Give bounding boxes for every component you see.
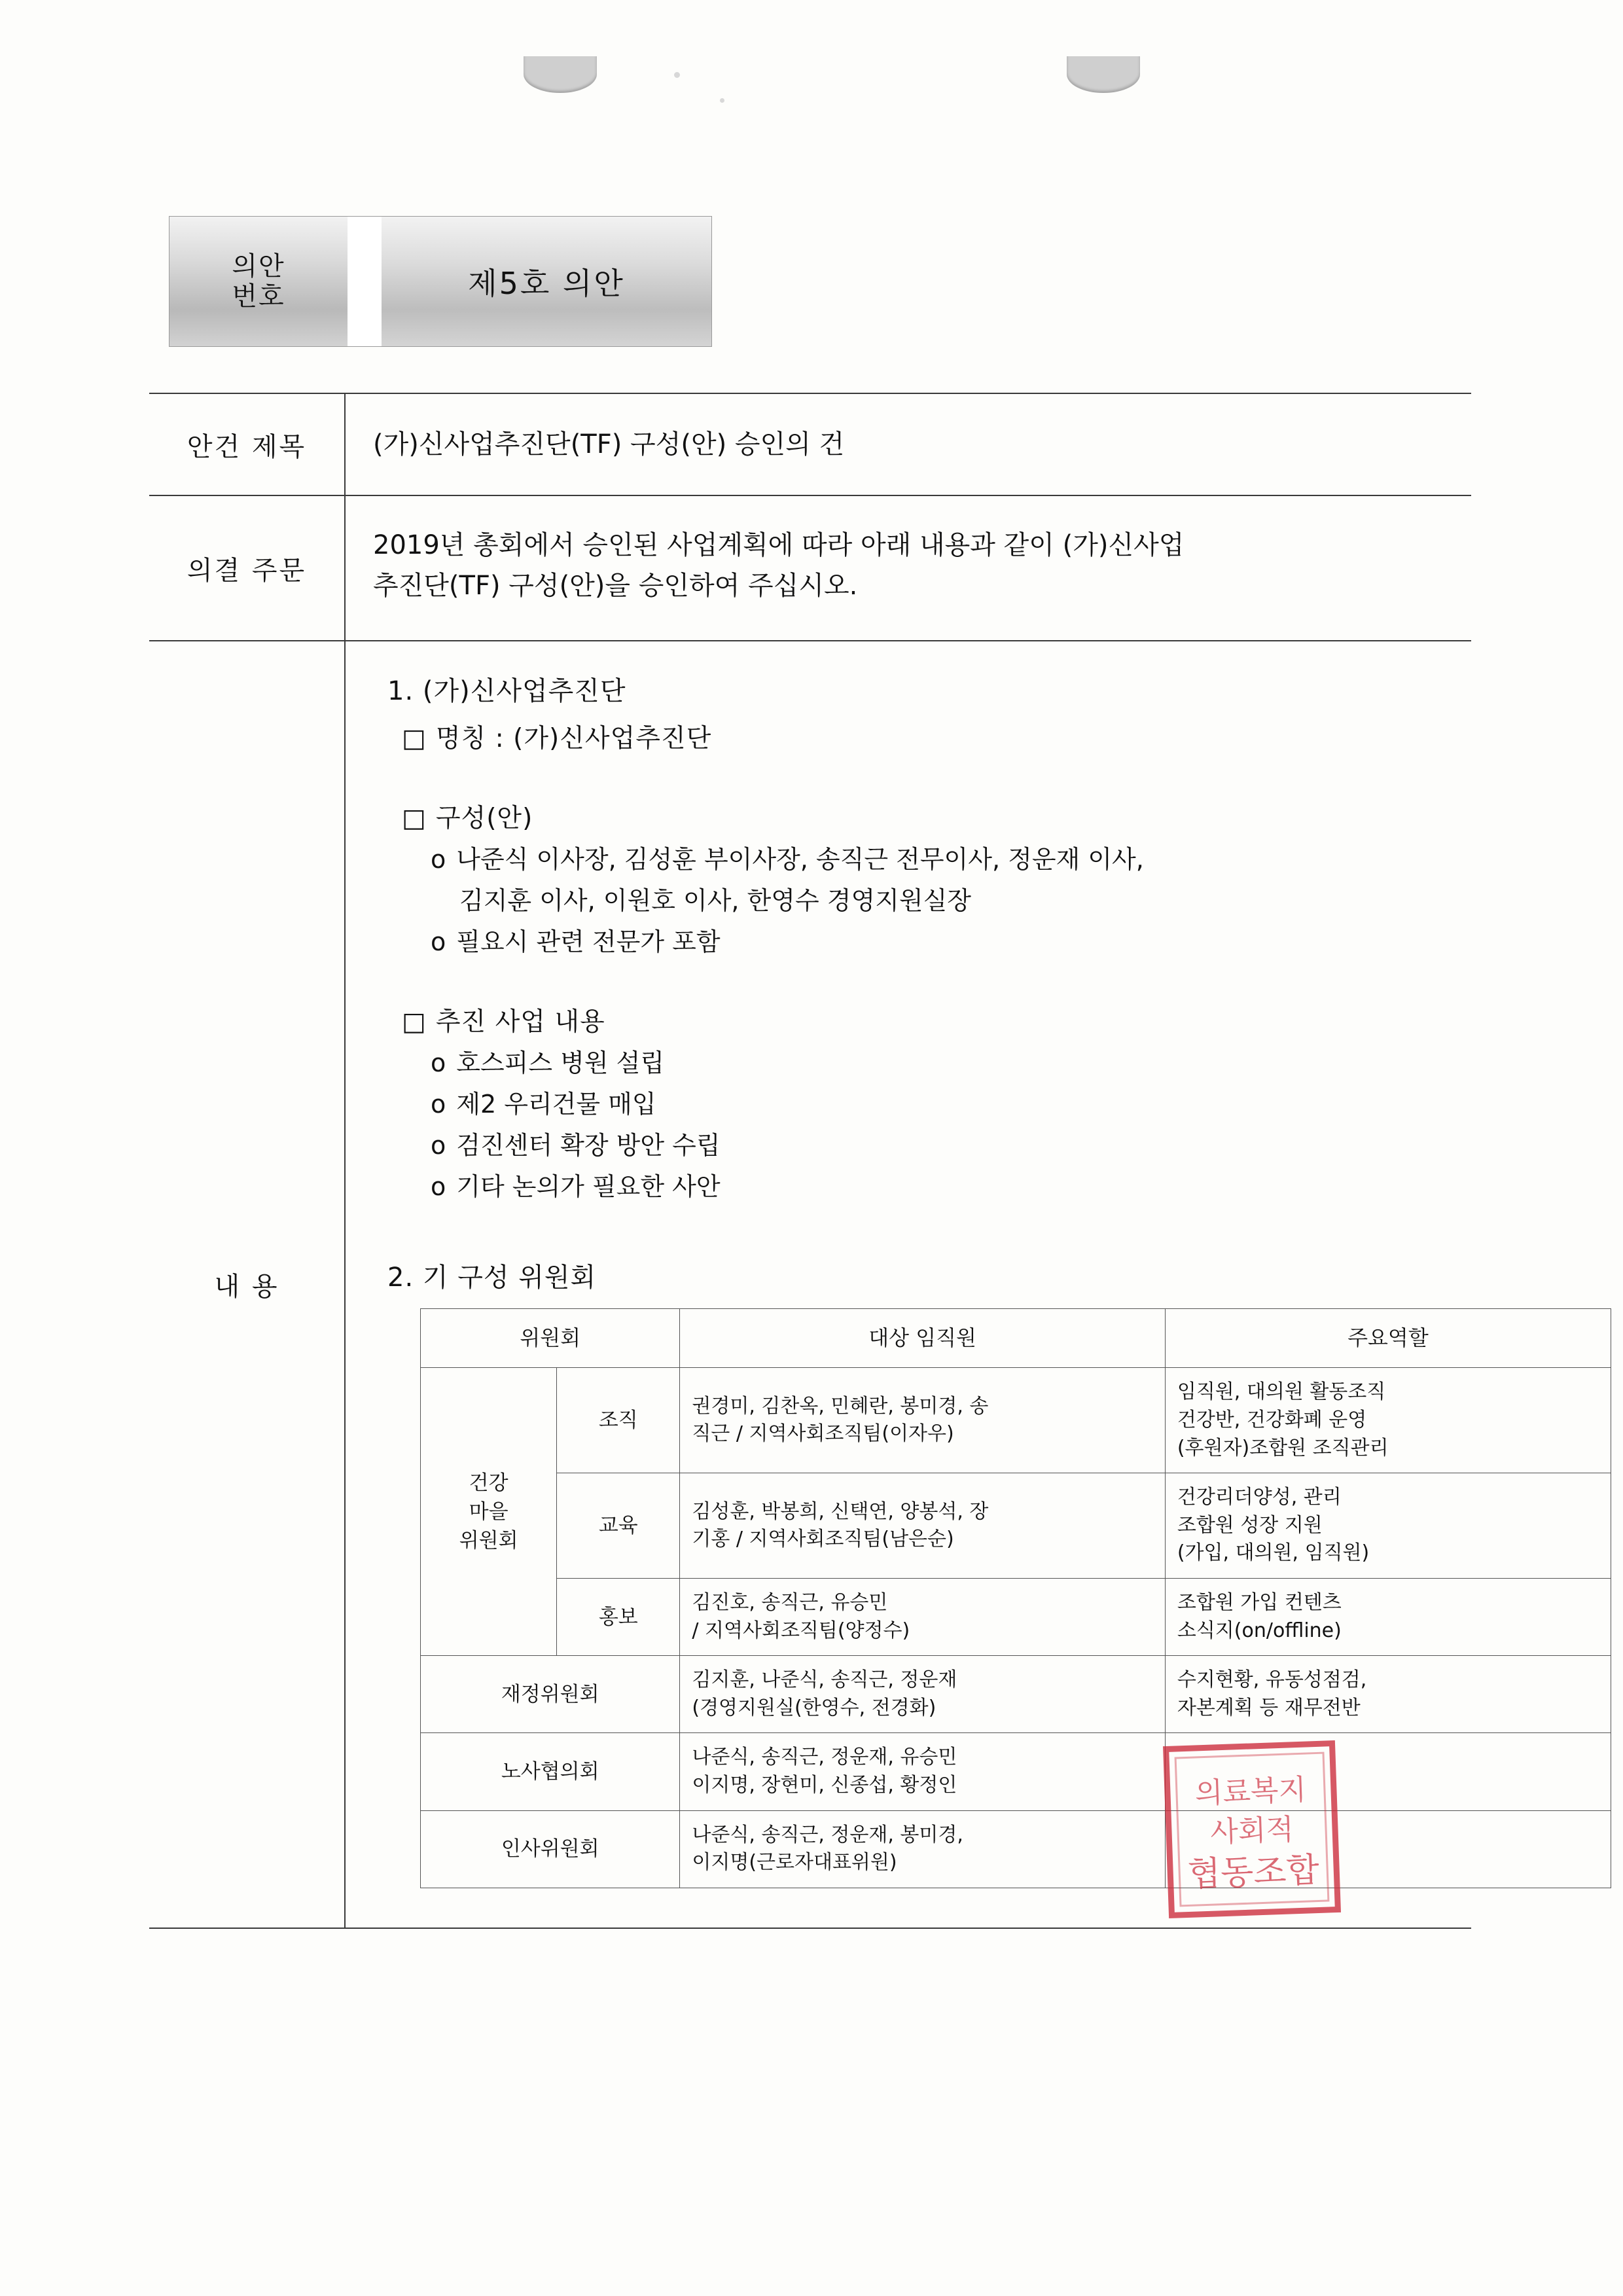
header-committee: 위원회: [421, 1309, 680, 1368]
cell-committee-group: 건강 마을 위원회: [421, 1368, 557, 1656]
title-label: 안건 제목: [149, 394, 346, 495]
row-resolution: [149, 495, 1471, 640]
agenda-number-label: [169, 217, 348, 346]
cell-committee-name: 노사협의회: [421, 1733, 680, 1810]
content-body: [346, 641, 1611, 1928]
table-header-row: [421, 1309, 1611, 1368]
business-bullet-3-text: 검진센터 확장 방안 수립: [456, 1131, 721, 1160]
bullet-icon: o: [431, 927, 446, 956]
svg-text:의료복지: 의료복지: [1194, 1773, 1307, 1810]
agenda-number-label-line2: 번호: [232, 281, 285, 312]
org-bullet-1: [431, 841, 1611, 878]
org-bullet-1-text: 나준식 이사장, 김성훈 부이사장, 송직근 전무이사, 정운재 이사,: [456, 845, 1144, 874]
table-row: [421, 1733, 1611, 1810]
resolution-line-1: 2019년 총회에서 승인된 사업계획에 따라 아래 내용과 같이 (가)신사업: [373, 530, 1185, 560]
content-label: 내 용: [149, 641, 346, 1928]
cell-people: 김진호, 송직근, 유승민 / 지역사회조직팀(양정수): [680, 1579, 1165, 1656]
item-organization: [402, 798, 1611, 834]
punch-hole-right: [1067, 56, 1140, 93]
business-bullet-3: [431, 1127, 1611, 1164]
item-name-label: 명칭 : (가)신사업추진단: [435, 724, 712, 753]
scan-speck: [720, 98, 724, 103]
business-bullet-4-text: 기타 논의가 필요한 사안: [456, 1172, 721, 1201]
agenda-form: [149, 393, 1471, 1929]
table-row: [421, 1473, 1611, 1579]
cell-role: 조합원 가입 컨텐츠 소식지(on/offline): [1165, 1579, 1611, 1656]
resolution-line-2: 추진단(TF) 구성(안)을 승인하여 주십시오.: [373, 571, 858, 601]
committee-table-body: [421, 1368, 1611, 1888]
org-bullet-2: [431, 924, 1611, 961]
section-1-title: 1. (가)신사업추진단: [387, 676, 626, 706]
item-business: [402, 1001, 1611, 1038]
agenda-number-label-line1: 의안: [232, 251, 285, 281]
org-bullet-1-continuation: 김지훈 이사, 이원호 이사, 한영수 경영지원실장: [459, 886, 972, 915]
committee-table-head: [421, 1309, 1611, 1368]
business-bullet-2: [431, 1086, 1611, 1123]
table-row: [421, 1810, 1611, 1888]
table-row: [421, 1368, 1611, 1473]
cell-role: [1165, 1810, 1611, 1888]
cell-people: 김성훈, 박봉희, 신택연, 양봉석, 장 기홍 / 지역사회조직팀(남은순): [680, 1473, 1165, 1579]
checkbox-icon: □: [402, 1007, 427, 1037]
org-bullet-2-text: 필요시 관련 전문가 포함: [456, 927, 721, 956]
business-bullet-2-text: 제2 우리건물 매입: [456, 1090, 656, 1119]
svg-text:사회적: 사회적: [1209, 1812, 1294, 1850]
row-title: [149, 393, 1471, 495]
cell-role: 건강리더양성, 관리 조합원 성장 지원 (가입, 대의원, 임직원): [1165, 1473, 1611, 1579]
cell-committee-name: 재정위원회: [421, 1656, 680, 1733]
bullet-icon: o: [431, 1131, 446, 1160]
cell-role: [1165, 1733, 1611, 1810]
punch-hole-left: [524, 56, 597, 93]
svg-text:협동조합: 협동조합: [1186, 1850, 1320, 1895]
title-value: (가)신사업추진단(TF) 구성(안) 승인의 건: [373, 429, 845, 459]
checkbox-icon: □: [402, 804, 427, 833]
bullet-icon: o: [431, 1172, 446, 1201]
header-people: 대상 임직원: [680, 1309, 1165, 1368]
scan-speck: [674, 72, 680, 78]
cell-committee-name: 인사위원회: [421, 1810, 680, 1888]
resolution-value: [346, 496, 1471, 640]
table-row: [421, 1579, 1611, 1656]
resolution-label: 의결 주문: [149, 496, 346, 640]
header-role: 주요역할: [1165, 1309, 1611, 1368]
item-organization-label: 구성(안): [435, 804, 533, 833]
cell-people: 권경미, 김찬옥, 민혜란, 봉미경, 송 직근 / 지역사회조직팀(이자우): [680, 1368, 1165, 1473]
cell-people: 나준식, 송직근, 정운재, 봉미경, 이지명(근로자대표위원): [680, 1810, 1165, 1888]
committee-table: [420, 1308, 1611, 1888]
cell-committee-subgroup: 교육: [557, 1473, 680, 1579]
business-bullet-1-text: 호스피스 병원 설립: [456, 1049, 665, 1077]
checkbox-icon: □: [402, 724, 427, 753]
agenda-number-badge: [169, 216, 712, 347]
badge-separator: [348, 217, 382, 346]
cell-role: 임직원, 대의원 활동조직 건강반, 건강화폐 운영 (후원자)조합원 조직관리: [1165, 1368, 1611, 1473]
item-name: [402, 718, 1611, 755]
bullet-icon: o: [431, 1090, 446, 1119]
cell-committee-subgroup: 조직: [557, 1368, 680, 1473]
cell-committee-subgroup: 홍보: [557, 1579, 680, 1656]
agenda-number-value: 제5호 의안: [382, 217, 711, 346]
cell-role: 수지현황, 유동성점검, 자본계획 등 재무전반: [1165, 1656, 1611, 1733]
cell-people: 나준식, 송직근, 정운재, 유승민 이지명, 장현미, 신종섭, 황정인: [680, 1733, 1165, 1810]
row-content: [149, 640, 1471, 1929]
item-business-label: 추진 사업 내용: [435, 1007, 605, 1037]
cell-people: 김지훈, 나준식, 송직근, 정운재 (경영지원실(한영수, 전경화): [680, 1656, 1165, 1733]
section-2-title: 2. 기 구성 위원회: [387, 1263, 597, 1293]
bullet-icon: o: [431, 845, 446, 874]
business-bullet-4: [431, 1168, 1611, 1206]
business-bullet-1: [431, 1045, 1611, 1082]
table-row: [421, 1656, 1611, 1733]
bullet-icon: o: [431, 1049, 446, 1077]
